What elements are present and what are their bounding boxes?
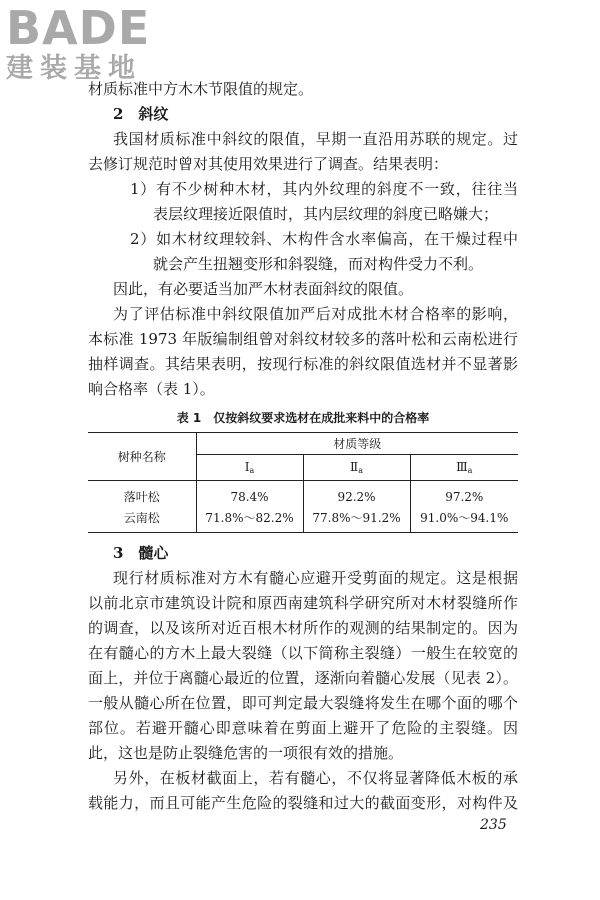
species-cell: 落叶松: [88, 481, 196, 507]
text-line: 部位。若避开髓心即意味着在剪面上避开了危险的主裂缝。因: [88, 719, 518, 737]
species-cell: 云南松: [88, 507, 196, 533]
text-line: 本标准 1973 年版编制组曾对斜纹材较多的落叶松和云南松进行: [88, 330, 518, 348]
list-item-2: 2）如木材纹理较斜、木构件含水率偏高，在干燥过程中: [130, 230, 518, 248]
text-line: 为了评估标准中斜纹限值加严后对成批木材合格率的影响，: [113, 305, 518, 323]
text-line: 在有髓心的方木上最大裂缝（以下简称主裂缝）一般生在较宽的: [88, 644, 518, 662]
table-caption: 表 1 仅按斜纹要求选材在成批来料中的合格率: [176, 411, 430, 425]
text-line: 此，这也是防止裂缝危害的一项很有效的措施。: [88, 744, 404, 762]
text-line: 抽样调查。其结果表明，按现行标准的斜纹限值选材并不显著影: [88, 355, 518, 373]
text-line: 因此，有必要适当加严木材表面斜纹的限值。: [113, 280, 414, 298]
text-line: 面上，并位于离髓心最近的位置，逐渐向着髓心发展（见表 2）。: [88, 669, 518, 687]
logo-subtitle: 建装基地: [6, 53, 142, 84]
list-item-1-cont: 表层纹理接近限值时，其内层纹理的斜度已略嫌大；: [153, 205, 499, 223]
rate-cell: 77.8%～91.2%: [303, 507, 410, 533]
rate-cell: 92.2%: [303, 481, 410, 507]
rate-cell: 78.4%: [196, 481, 303, 507]
text-line: 去修订规范时曾对其使用效果进行了调查。结果表明：: [88, 155, 449, 173]
text-line: 载能力，而且可能产生危险的裂缝和过大的截面变形，对构件及: [88, 794, 518, 812]
header-species: 树种名称: [88, 433, 196, 481]
header-grade: 材质等级: [196, 433, 518, 455]
rate-cell: 97.2%: [445, 489, 484, 504]
rate-cell: 71.8%～82.2%: [196, 507, 303, 533]
text-line: 的调查，以及该所对近百根木材所作的观测的结果制定的。因为: [88, 619, 518, 637]
header-grade-3: $Ⅲ_a$: [456, 460, 473, 475]
table-row: [88, 507, 518, 533]
list-item-1: 1）有不少树种木材，其内外纹理的斜度不一致，往往当: [130, 180, 518, 198]
section-heading-3: 3 髓心: [113, 544, 169, 562]
list-item-2-cont: 就会产生扭翘变形和斜裂缝，而对构件受力不利。: [153, 255, 484, 273]
logo-wordmark: BADE: [6, 1, 151, 55]
text-line: 另外，在板材截面上，若有髓心，不仅将显著降低木板的承: [113, 769, 518, 787]
header-grade-2: $Ⅱ_a$: [303, 455, 410, 481]
rate-cell: 91.0%～94.1%: [420, 510, 509, 525]
table-row: [88, 481, 518, 507]
text-line: 材质标准中方木木节限值的规定。: [88, 80, 314, 98]
text-line: 以前北京市建筑设计院和原西南建筑科学研究所对木材裂缝所作: [88, 594, 518, 612]
text-line: 我国材质标准中斜纹的限值，早期一直沿用苏联的规定。过: [113, 130, 518, 148]
text-line: 一般从髓心所在位置，即可判定最大裂缝将发生在哪个面的哪个: [88, 694, 518, 712]
qualification-rate-table: [88, 432, 518, 533]
text-line: 响合格率（表 1）。: [88, 380, 215, 398]
header-grade-1: $Ⅰ_a$: [196, 455, 303, 481]
section-heading-2: 2 斜纹: [113, 105, 169, 123]
text-line: 现行材质标准对方木有髓心应避开受剪面的规定。这是根据: [113, 569, 518, 587]
logo: [6, 1, 176, 84]
page-number: 235: [480, 817, 507, 833]
